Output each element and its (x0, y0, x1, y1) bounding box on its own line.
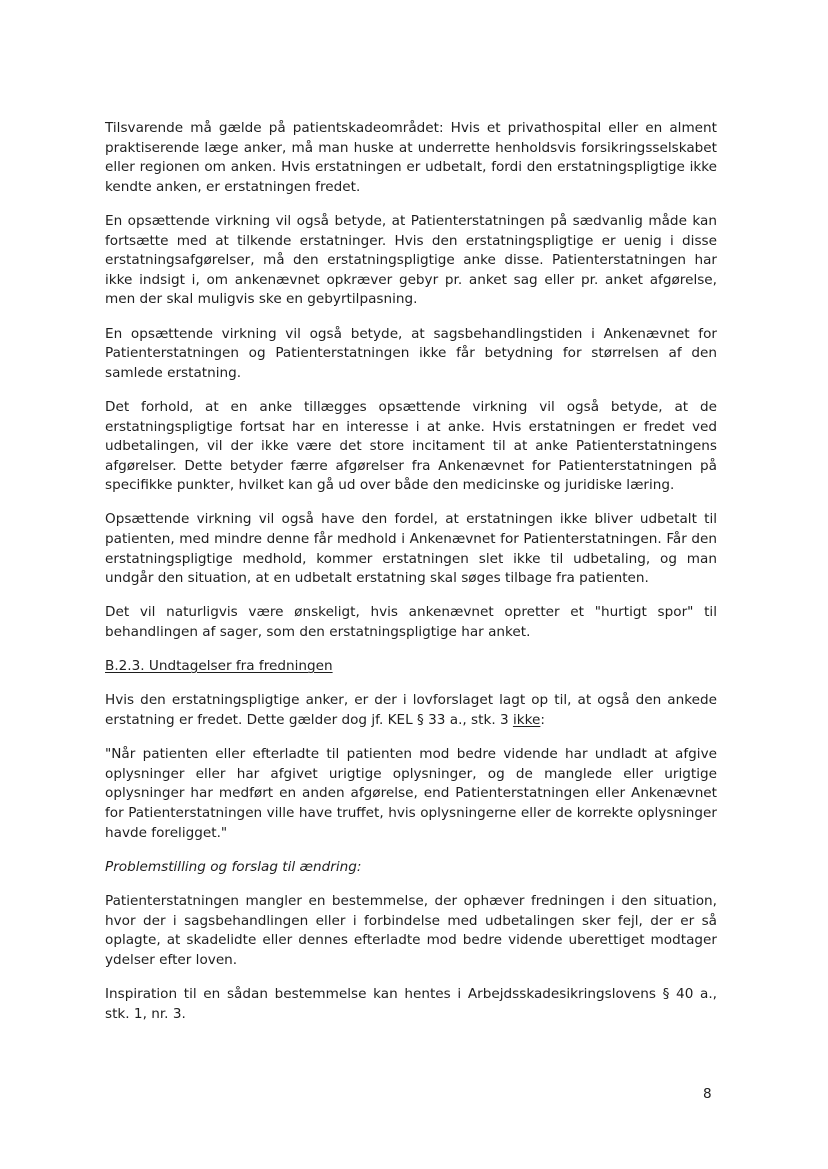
paragraph-5: Opsættende virkning vil også have den fordel, at erstatningen ikke bliver udbetalt til patienten, med mindre denne får medhold i Ankenævnet for Patienterstatningen. Får den erstatningspligtige medhold, kommer erstatningen slet ikke til udbetaling, og man undgår den situation, at en udbetalt erstatning skal søges tilbage fra patienten. (105, 511, 717, 587)
paragraph-4: Det forhold, at en anke tillægges opsættende virkning vil også betyde, at de erstatningspligtige fortsat har en interesse i at anke. Hvis erstatningen er fredet ved udbetalingen, vil der ikke være det store incitament til at anke Patienterstatningens afgørelser. Dette betyder færre afgørelser fra Ankenævnet for Patienterstatningen på specifikke punkter, hvilket kan gå ud over både den medicinske og juridiske læring. (105, 398, 717, 494)
paragraph-3: En opsættende virkning vil også betyde, at sagsbehandlingstiden i Ankenævnet for Patienterstatningen og Patienterstatningen ikke får betydning for størrelsen af den samlede erstatning. (105, 325, 717, 381)
closing-paragraph-2: Inspiration til en sådan bestemmelse kan hentes i Arbejdsskadesikringslovens § 40 a., stk. 1, nr. 3. (105, 985, 717, 1022)
section-paragraph-end: : (540, 712, 545, 728)
section-paragraph (105, 691, 717, 730)
paragraph-2: En opsættende virkning vil også betyde, at Patienterstatningen på sædvanlig måde kan fortsætte med at tilkende erstatninger. Hvis den erstatningspligtige er uenig i disse erstatningsafgørelser, må den erstatningspligtige anke disse. Patienterstatningen har ikke indsigt i, om ankenævnet opkræver gebyr pr. anket sag eller pr. anket afgørelse, men der skal muligvis ske en gebyrtilpasning. (105, 212, 717, 308)
page-body (105, 119, 717, 1039)
page-number: 8 (703, 1086, 712, 1102)
paragraph-6: Det vil naturligvis være ønskeligt, hvis ankenævnet opretter et "hurtigt spor" til behandlingen af sager, som den erstatningspligtige har anket. (105, 604, 717, 641)
section-heading: B.2.3. Undtagelser fra fredningen (105, 658, 333, 675)
section-paragraph-text: Hvis den erstatningspligtige anker, er der i lovforslaget lagt op til, at også den ankede erstatning er fredet. Dette gælder dog jf. KEL § 33 a., stk. 3 (105, 692, 717, 728)
problem-heading: Problemstilling og forslag til ændring: (105, 858, 362, 875)
legal-quote: "Når patienten eller efterladte til patienten mod bedre vidende har undladt at afgive oplysninger eller har afgivet urigtige oplysninger, og de manglede eller urigtige oplysninger har medført en anden afgørelse, end Patienterstatningen eller Ankenævnet for Patienterstatningen ville have truffet, hvis oplysningerne eller de korrekte oplysninger havde foreligget." (105, 746, 717, 841)
underlined-word: ikke (512, 712, 541, 728)
closing-paragraph-1: Patienterstatningen mangler en bestemmelse, der ophæver fredningen i den situation, hvor der i sagsbehandlingen eller i forbindelse med udbetalingen sker fejl, der er så oplagte, at skadelidte eller dennes efterladte mod bedre vidende uberettiget modtager ydelser efter loven. (105, 892, 717, 968)
paragraph-1: Tilsvarende må gælde på patientskadeområdet: Hvis et privathospital eller en alment praktiserende læge anker, må man huske at underrette henholdsvis forsikringsselskabet eller regionen om anken. Hvis erstatningen er udbetalt, fordi den erstatningspligtige ikke kendte anken, er erstatningen fredet. (105, 120, 717, 195)
